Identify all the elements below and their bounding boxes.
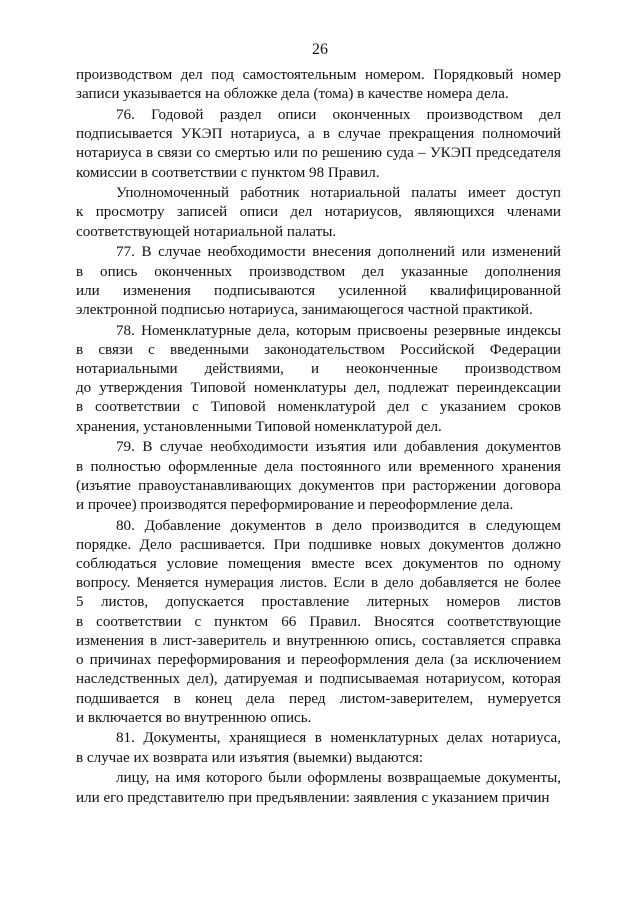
text-line: электронной подписью нотариуса, занимающегося частной практикой. xyxy=(76,301,533,318)
text-line: к просмотру записей описи дел нотариусов, являющихся членами xyxy=(76,204,561,221)
text-line: в полностью оформленные дела постоянного или временного хранения xyxy=(76,458,561,475)
text-line: порядке. Дело расшивается. При подшивке новых документов должно xyxy=(76,536,561,553)
paragraph-p77 xyxy=(76,243,561,320)
paragraph-p81 xyxy=(76,729,561,767)
text-line: записи указывается на обложке дела (тома) в качестве номера дела. xyxy=(76,86,509,103)
text-line: в случае их возврата или изъятия (выемки) выдаются: xyxy=(76,749,424,766)
text-line: изменения в лист-заверитель и внутреннюю опись, составляется справка xyxy=(76,632,561,649)
text-line: подписывается УКЭП нотариуса, а в случае прекращения полномочий xyxy=(76,126,561,143)
paragraph-p76 xyxy=(76,106,561,183)
paragraph-p80 xyxy=(76,517,561,728)
text-line: соблюдаться условие помещения вместе всех документов по одному xyxy=(76,556,561,573)
text-line: 81. Документы, хранящиеся в номенклатурных делах нотариуса, xyxy=(116,730,561,747)
text-line: или его представителю при предъявлении: заявления с указанием причин xyxy=(76,789,550,806)
text-line: (изъятие правоустанавливающих документов при расторжении договора xyxy=(76,477,561,494)
document-body xyxy=(76,66,561,808)
text-line: 79. В случае необходимости изъятия или добавления документов xyxy=(116,439,561,456)
paragraph-p81a xyxy=(76,769,561,807)
text-line: до утверждения Типовой номенклатуры дел, подлежат переиндексации xyxy=(76,380,561,397)
text-line: 77. В случае необходимости внесения дополнений или изменений xyxy=(116,244,561,261)
text-line: наследственных дел), датируемая и подписываемая нотариусом, которая xyxy=(76,671,561,688)
text-line: хранения, установленными Типовой номенклатурой дел. xyxy=(76,418,442,435)
text-line: подшивается в конец дела перед листом-заверителем, нумеруется xyxy=(76,690,561,707)
text-line: в связи с введенными законодательством Российской Федерации xyxy=(76,341,561,358)
text-line: нотариуса в связи со смертью или по решению суда – УКЭП председателя xyxy=(76,145,561,162)
text-line: в соответствии с пунктом 66 Правил. Вносятся соответствующие xyxy=(76,613,561,630)
text-line: и включается во внутреннюю опись. xyxy=(76,709,312,726)
text-line: Уполномоченный работник нотариальной палаты имеет доступ xyxy=(116,185,561,202)
text-line: комиссии в соответствии с пунктом 98 Правил. xyxy=(76,164,380,181)
text-line: и прочее) производятся переформирование и переоформление дела. xyxy=(76,496,514,513)
text-line: 78. Номенклатурные дела, которым присвоены резервные индексы xyxy=(116,322,561,339)
paragraph-cont xyxy=(76,66,561,104)
paragraph-p79 xyxy=(76,438,561,515)
text-line: 80. Добавление документов в дело производится в следующем xyxy=(116,517,561,534)
text-line: вопросу. Меняется нумерация листов. Если в дело добавляется не более xyxy=(76,575,561,592)
text-line: нотариальными действиями, и неоконченные производством xyxy=(76,361,561,378)
text-line: или изменения подписываются усиленной квалифицированной xyxy=(76,282,561,299)
paragraph-p76b xyxy=(76,184,561,242)
text-line: производством дел под самостоятельным номером. Порядковый номер xyxy=(76,67,561,83)
text-line: лицу, на имя которого были оформлены возвращаемые документы, xyxy=(116,770,561,787)
page-number: 26 xyxy=(312,41,328,58)
text-line: 76. Годовой раздел описи оконченных производством дел xyxy=(116,106,561,123)
text-line: соответствующей нотариальной палаты. xyxy=(76,223,337,240)
text-line: о причинах переформирования и переоформления дела (за исключением xyxy=(76,652,561,669)
paragraph-p78 xyxy=(76,322,561,437)
text-line: в соответствии с Типовой номенклатурой дел с указанием сроков xyxy=(76,399,561,416)
text-line: 5 листов, допускается проставление литерных номеров листов xyxy=(76,594,561,611)
text-line: в опись оконченных производством дел указанные дополнения xyxy=(76,263,561,280)
